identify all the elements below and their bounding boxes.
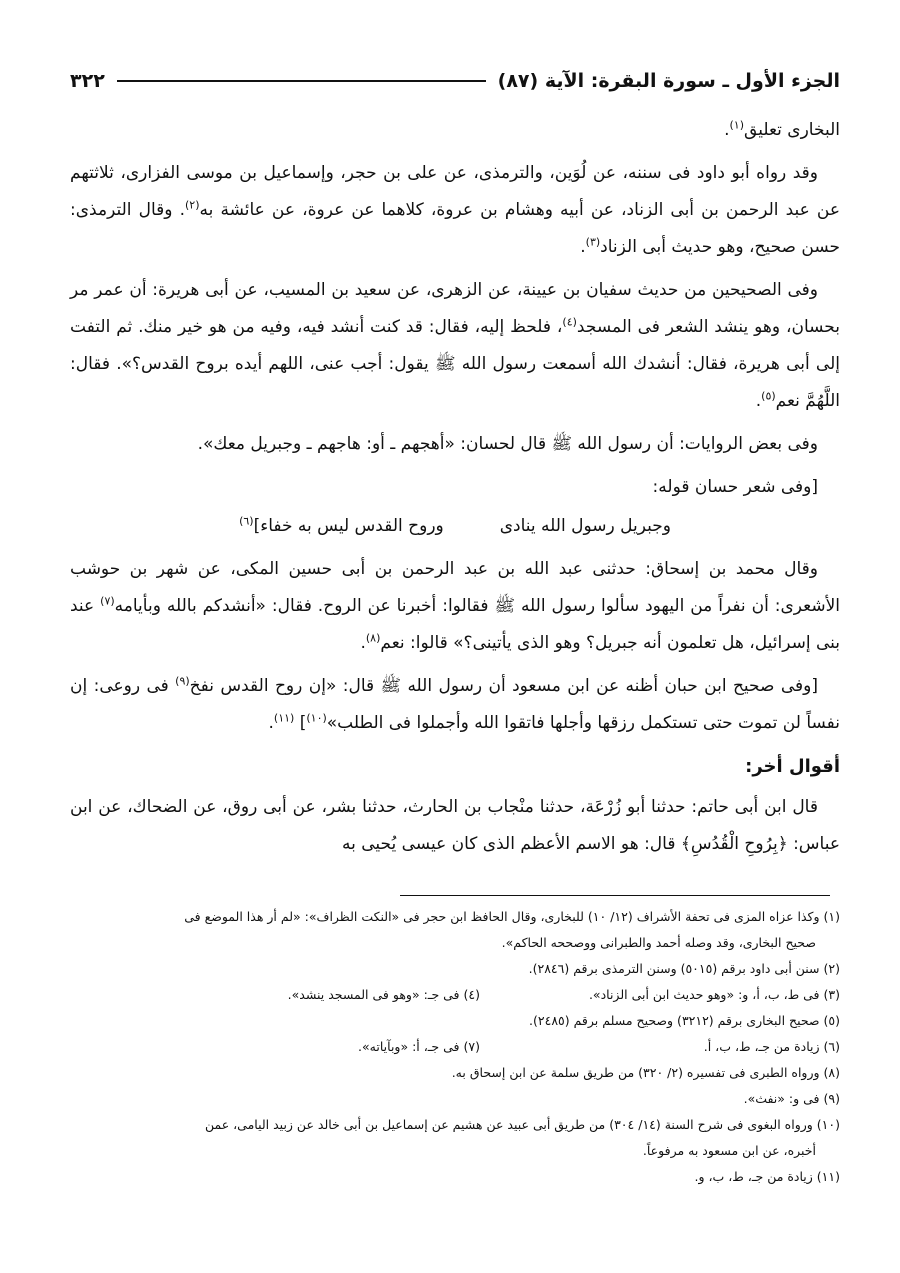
page-content [70, 64, 840, 869]
footnote-ref[interactable]: (٩) [175, 674, 190, 688]
footnote-1: (١) وكذا عزاه المزى فى تحفة الأشراف (١٢/ ١٠) للبخارى، وقال الحافظ ابن حجر فى «النكت الظراف»: «لم أر هذا الموضع فى صحيح البخارى، وقد وصله أحمد والطبرانى ووصححه الحاكم». [184, 909, 840, 950]
verse-intro: [وفى شعر حسان قوله: [652, 477, 818, 497]
footnote-ref[interactable]: (٦) [239, 514, 254, 528]
footnote-ref[interactable]: (١) [729, 118, 745, 132]
paragraph-4: وفى بعض الروايات: أن رسول الله ﷺ قال لحسان: «أهجهم ـ أو: هاجهم ـ وجبريل معك». [197, 434, 818, 454]
footnote-5: (٥) صحيح البخارى برقم (٣٢١٢) وصحيح مسلم برقم (٢٤٨٥). [529, 1013, 840, 1028]
footnote-ref[interactable]: (٤) [562, 315, 577, 329]
paragraph-3: وفى الصحيحين من حديث سفيان بن عيينة، عن الزهرى، عن سعيد بن المسيب، عن أبى هريرة: أن عمر مر بحسان، وهو ينشد الشعر فى المسجد$^{(٤)}$، فلحظ إليه، فقال: قد كنت أنشد فيه، وفيه من هو خير منك. ثم التفت إلى أبى هريرة، فقال: أنشدك الله أسمعت رسول الله ﷺ يقول: أجب عنى، اللهم أيده بروح القدس؟». فقال: اللَّهُمَّ نعم$^{(٥)}$. [70, 280, 840, 411]
paragraph-7: قال ابن أبى حاتم: حدثنا أبو زُرْعَة، حدثنا منْجاب بن الحارث، حدثنا بشر، عن أبى روق، عن الضحاك، عن ابن عباس: ﴿بِرُوحِ الْقُدُسِ﴾ قال: هو الاسم الأعظم الذى كان عيسى يُحيى به [70, 797, 840, 854]
footnote-ref[interactable]: (١١) [273, 711, 295, 725]
footnote-10: (١٠) ورواه البغوى فى شرح السنة (١٤/ ٣٠٤) من طريق أبى عبيد عن هشيم عن إسماعيل بن أبى خالد عن زبيد اليامى، عمن أخبره، عن ابن مسعود به مرفوعاً. [204, 1117, 840, 1158]
footnote-7: (٧) فى جـ، أ: «وبآياته». [358, 1039, 480, 1054]
footnote-separator [400, 895, 830, 896]
footnote-row [70, 1034, 840, 1060]
paragraph-1: البخارى تعليق$^{(١)}$. [724, 118, 840, 140]
paragraph-6: [وفى صحيح ابن حبان أظنه عن ابن مسعود أن رسول الله ﷺ قال: «إن روح القدس نفخ$^{(٩)}$ فى روعى: إن نفساً لن تموت حتى تستكمل رزقها وأجلها فاتقوا الله وأجملوا فى الطلب»$^{(١٠)}$] $^{(١١)}$. [70, 674, 840, 733]
page-header [70, 64, 840, 98]
paragraph-5: وقال محمد بن إسحاق: حدثنى عبد الله بن عبد الرحمن بن أبى حسين المكى، عن شهر بن حوشب الأشعرى: أن نفراً من اليهود سألوا رسول الله ﷺ فقالوا: أخبرنا عن الروح. فقال: «أنشدكم بالله وبأيامه$^{(٧)}$ عند بنى إسرائيل، هل تعلمون أنه جبريل؟ وهو الذى يأتينى؟» قالوا: نعم$^{(٨)}$. [70, 559, 840, 653]
footnote-6: (٦) زيادة من جـ، ط، ب، أ. [703, 1039, 840, 1054]
footnote-ref[interactable]: (٣) [585, 235, 601, 249]
footnote-ref[interactable]: (٥) [761, 389, 776, 403]
verse-first-hemistich: وجبريل رسول الله ينادى [499, 516, 671, 536]
main-text [70, 112, 840, 863]
footnote-row [70, 982, 840, 1008]
footnotes [70, 904, 840, 1190]
page-number: ٣٢٢ [70, 70, 105, 92]
running-title: الجزء الأول ـ سورة البقرة: الآية (٨٧) [497, 70, 840, 92]
footnote-3: (٣) فى ط، ب، أ، و: «وهو حديث ابن أبى الزناد». [588, 987, 840, 1002]
section-heading: أقوال أخر: [745, 756, 840, 777]
header-rule [117, 80, 486, 82]
footnote-ref[interactable]: (٧) [100, 594, 115, 608]
verse-second-hemistich: وروح القدس ليس به خفاء]$^{(٦)}$ [239, 514, 444, 536]
footnote-4: (٤) فى جـ: «وهو فى المسجد ينشد». [287, 987, 480, 1002]
footnote-ref[interactable]: (٨) [365, 631, 381, 645]
poem-verse [70, 508, 840, 545]
footnote-11: (١١) زيادة من جـ، ط، ب، و. [694, 1169, 840, 1184]
footnote-ref[interactable]: (١٠) [306, 711, 327, 725]
footnote-8: (٨) ورواه الطبرى فى تفسيره (٢/ ٣٢٠) من طريق سلمة عن ابن إسحاق به. [451, 1065, 840, 1080]
footnote-2: (٢) سنن أبى داود برقم (٥٠١٥) وسنن الترمذى برقم (٢٨٤٦). [528, 961, 840, 976]
footnote-ref[interactable]: (٢) [184, 198, 200, 212]
paragraph-2: وقد رواه أبو داود فى سننه، عن لُوَين، والترمذى، عن على بن حجر، وإسماعيل بن موسى الفزارى، ثلاثتهم عن عبد الرحمن بن أبى الزناد، عن أبيه وهشام بن عروة، كلاهما عن عروة، عن عائشة به$^{(٢)}$. وقال الترمذى: حسن صحيح، وهو حديث أبى الزناد$^{(٣)}$. [70, 163, 840, 257]
footnote-9: (٩) فى و: «نفث». [743, 1091, 840, 1106]
